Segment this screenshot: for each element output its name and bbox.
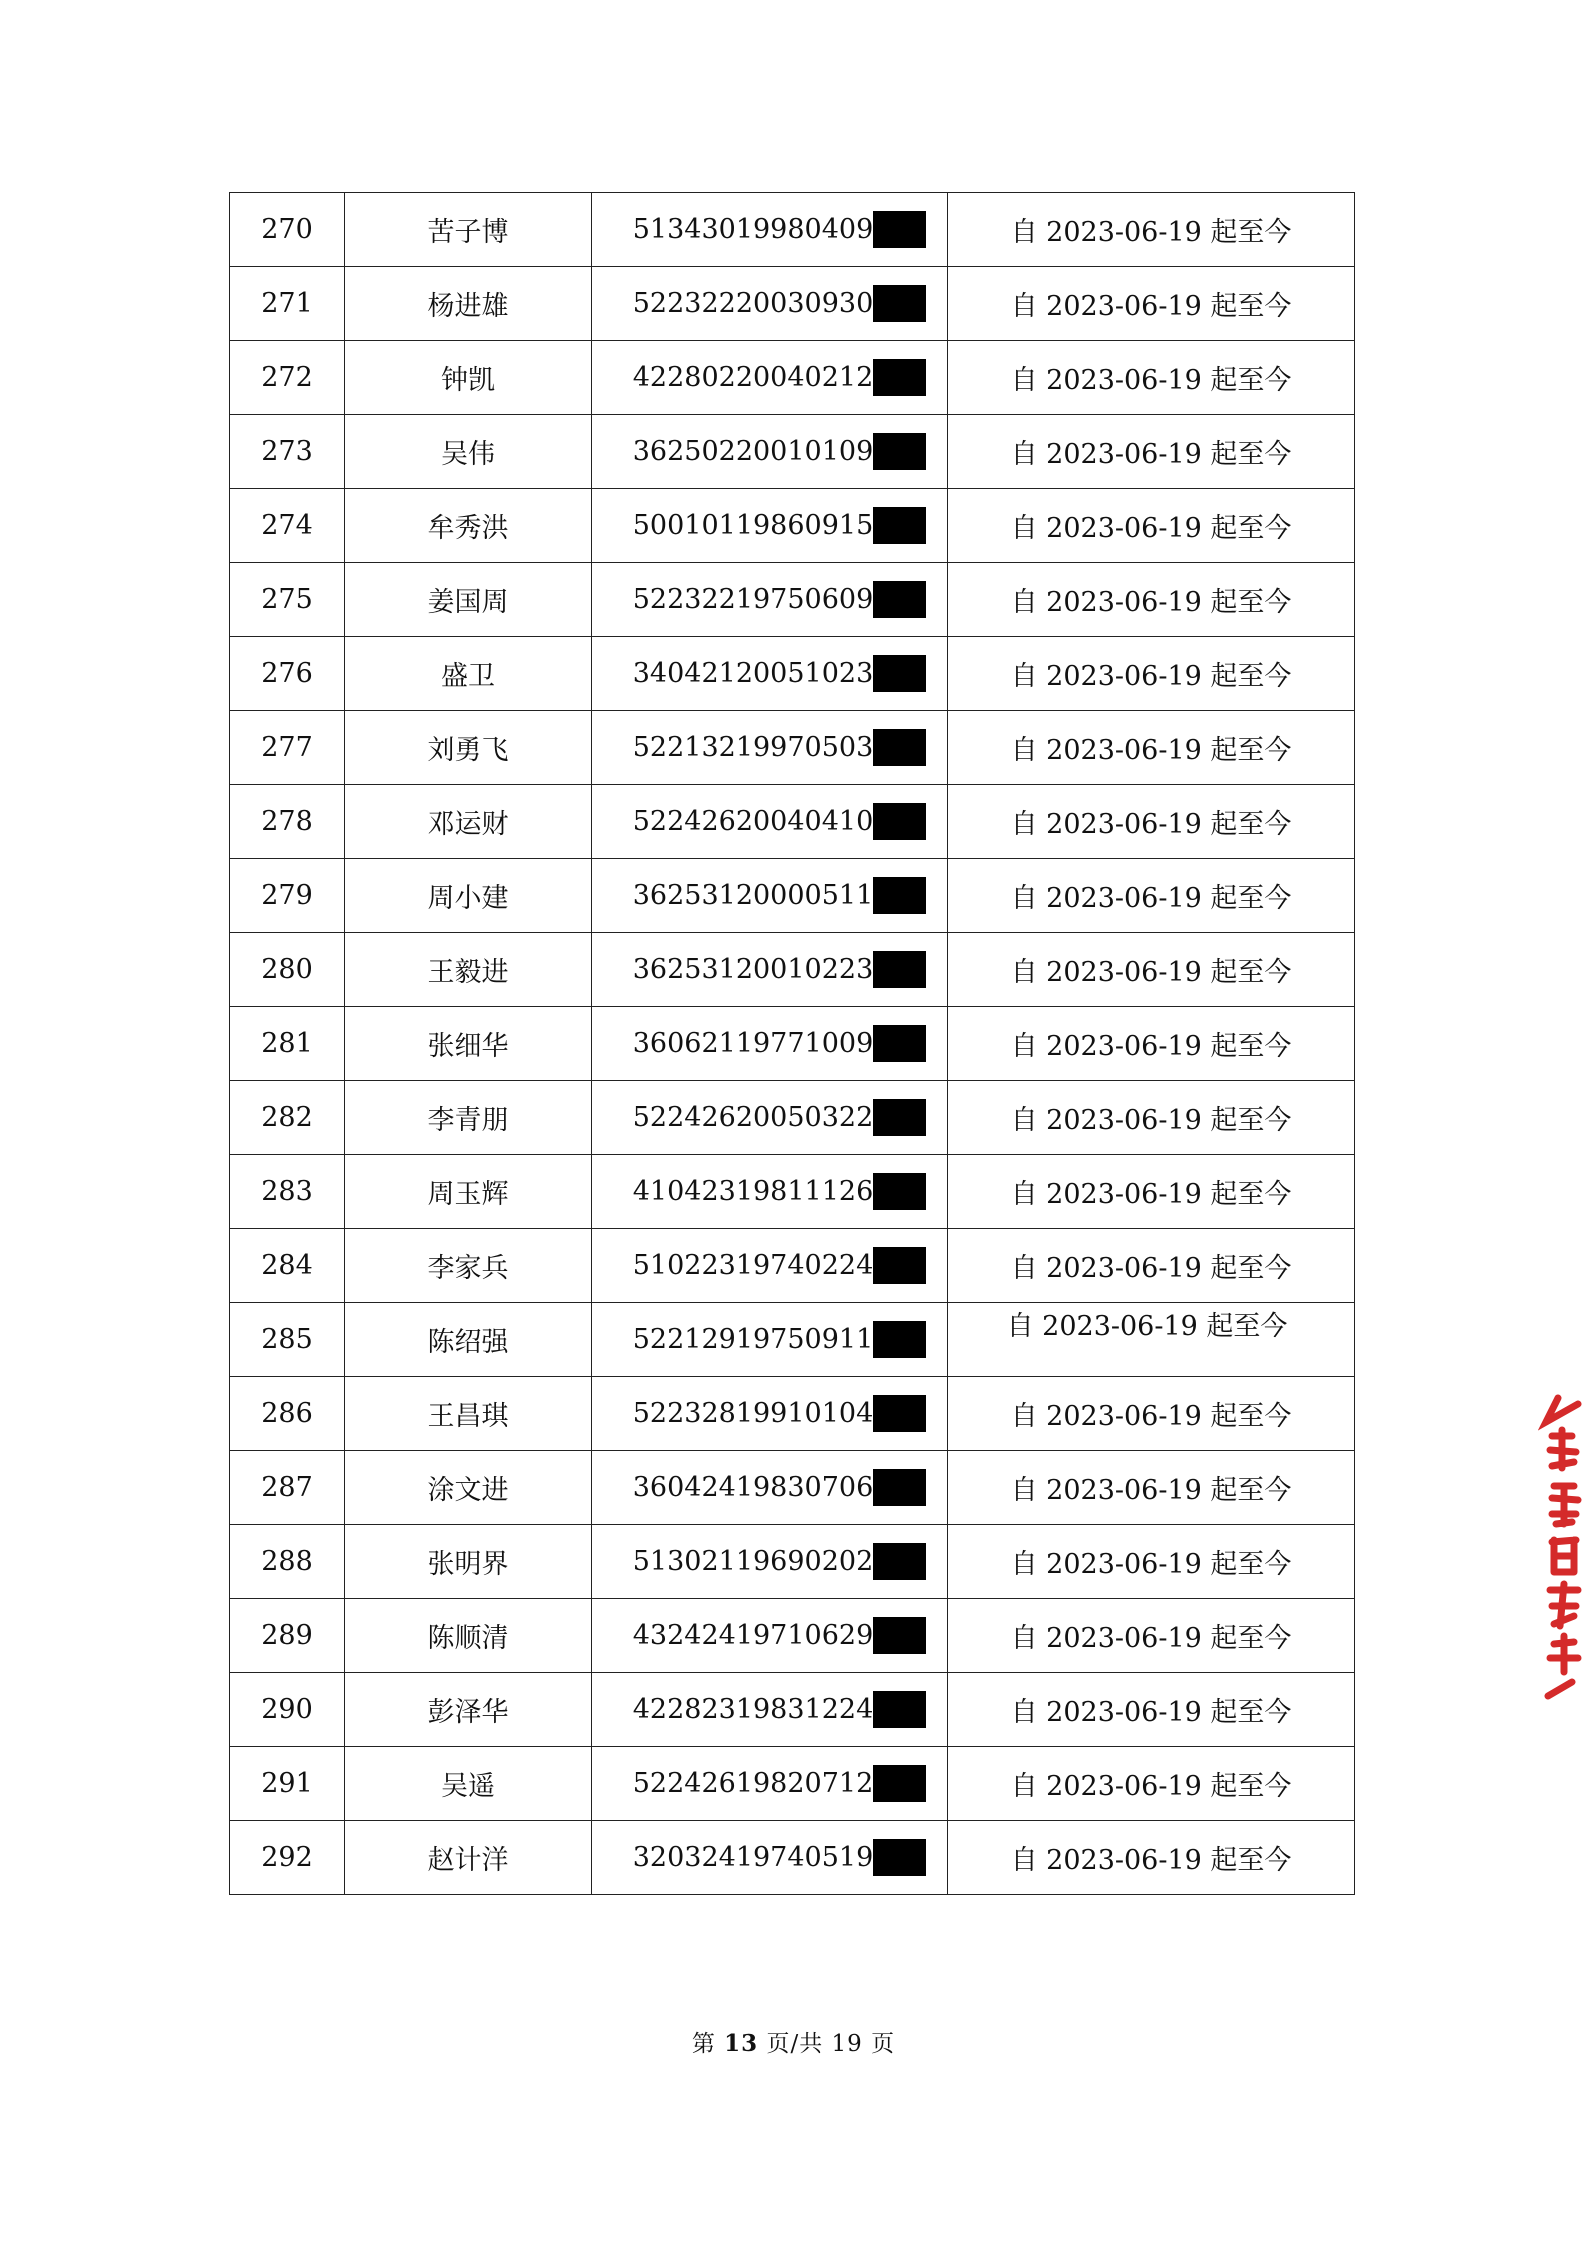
id-number-wrap	[633, 1321, 927, 1358]
serial-number-cell: 283	[230, 1155, 345, 1229]
period-text: 自 2023-06-19 起至今	[1010, 1401, 1292, 1432]
name-cell: 牟秀洪	[345, 489, 592, 563]
id-number-text: 51302119690202	[632, 1546, 874, 1577]
id-number-cell	[592, 415, 948, 489]
id-number-text: 52242620040410	[632, 806, 874, 837]
name-cell: 吴遥	[345, 1747, 592, 1821]
table-row	[230, 933, 1355, 1007]
serial-number-cell: 288	[230, 1525, 345, 1599]
id-number-cell	[592, 341, 948, 415]
name-cell: 彭泽华	[345, 1673, 592, 1747]
name-cell: 李青朋	[345, 1081, 592, 1155]
redaction-block	[873, 1765, 926, 1802]
period-cell	[948, 1155, 1355, 1229]
id-number-text: 42282319831224	[632, 1694, 874, 1725]
serial-number-cell: 275	[230, 563, 345, 637]
id-number-text: 52232219750609	[632, 584, 874, 615]
table-row	[230, 1081, 1355, 1155]
period-cell	[948, 785, 1355, 859]
table-row	[230, 563, 1355, 637]
id-number-text: 34042120051023	[632, 658, 874, 689]
period-text: 自 2023-06-19 起至今	[1010, 587, 1292, 618]
table-row	[230, 711, 1355, 785]
serial-number-cell: 271	[230, 267, 345, 341]
serial-number-cell: 270	[230, 193, 345, 267]
redaction-block	[873, 1099, 926, 1136]
redaction-block	[873, 877, 926, 914]
id-number-text: 52232819910104	[632, 1398, 874, 1429]
period-text: 自 2023-06-19 起至今	[1010, 365, 1292, 396]
name-cell: 涂文进	[345, 1451, 592, 1525]
period-cell	[948, 1525, 1355, 1599]
id-number-text: 43242419710629	[632, 1620, 874, 1651]
redaction-block	[873, 1173, 926, 1210]
period-text: 自 2023-06-19 起至今	[1010, 1697, 1292, 1728]
id-number-wrap	[633, 359, 927, 396]
period-cell	[948, 489, 1355, 563]
period-text: 自 2023-06-19 起至今	[1010, 1179, 1292, 1210]
redaction-block	[873, 803, 926, 840]
period-text: 自 2023-06-19 起至今	[1010, 957, 1292, 988]
period-text: 自 2023-06-19 起至今	[1010, 1105, 1292, 1136]
id-number-wrap	[633, 729, 927, 766]
name-cell: 杨进雄	[345, 267, 592, 341]
table-row	[230, 859, 1355, 933]
table-row	[230, 1303, 1355, 1377]
redaction-block	[873, 1469, 926, 1506]
period-cell	[948, 933, 1355, 1007]
name-cell: 姜国周	[345, 563, 592, 637]
id-number-text: 52213219970503	[632, 732, 874, 763]
table-row	[230, 1155, 1355, 1229]
table-row	[230, 1821, 1355, 1895]
serial-number-cell: 284	[230, 1229, 345, 1303]
id-number-text: 36253120000511	[632, 880, 874, 911]
redaction-block	[873, 1543, 926, 1580]
serial-number-cell: 280	[230, 933, 345, 1007]
id-number-wrap	[633, 1543, 927, 1580]
name-cell: 王昌琪	[345, 1377, 592, 1451]
period-cell	[948, 859, 1355, 933]
serial-number-cell: 279	[230, 859, 345, 933]
period-text: 自 2023-06-19 起至今	[1010, 1549, 1292, 1580]
table-row	[230, 1525, 1355, 1599]
redaction-block	[873, 1025, 926, 1062]
table-row	[230, 1673, 1355, 1747]
serial-number-cell: 286	[230, 1377, 345, 1451]
id-number-text: 36253120010223	[632, 954, 874, 985]
name-cell: 钟凯	[345, 341, 592, 415]
period-cell	[948, 341, 1355, 415]
redaction-block	[873, 1691, 926, 1728]
id-number-wrap	[633, 1469, 927, 1506]
id-number-wrap	[633, 803, 927, 840]
period-cell	[948, 415, 1355, 489]
id-number-wrap	[633, 211, 927, 248]
period-cell	[948, 637, 1355, 711]
redaction-block	[873, 285, 926, 322]
serial-number-cell: 277	[230, 711, 345, 785]
id-number-wrap	[633, 655, 927, 692]
id-number-text: 42280220040212	[632, 362, 874, 393]
serial-number-cell: 276	[230, 637, 345, 711]
serial-number-cell: 282	[230, 1081, 345, 1155]
id-number-cell	[592, 563, 948, 637]
table-row	[230, 1007, 1355, 1081]
footer-total-pages: 19	[831, 2031, 863, 2057]
period-cell	[948, 1303, 1355, 1377]
name-cell: 陈绍强	[345, 1303, 592, 1377]
id-number-cell	[592, 785, 948, 859]
period-cell	[948, 1229, 1355, 1303]
redaction-block	[873, 359, 926, 396]
serial-number-cell: 287	[230, 1451, 345, 1525]
table-row	[230, 193, 1355, 267]
id-number-wrap	[633, 1395, 927, 1432]
period-text: 自 2023-06-19 起至今	[1010, 513, 1292, 544]
id-number-text: 52232220030930	[632, 288, 874, 319]
redaction-block	[873, 581, 926, 618]
id-number-cell	[592, 1673, 948, 1747]
redaction-block	[873, 211, 926, 248]
roster-table	[229, 192, 1355, 1895]
id-number-cell	[592, 1525, 948, 1599]
id-number-wrap	[633, 1247, 927, 1284]
serial-number-cell: 278	[230, 785, 345, 859]
name-cell: 刘勇飞	[345, 711, 592, 785]
id-number-text: 52242620050322	[632, 1102, 874, 1133]
period-text: 自 2023-06-19 起至今	[1010, 291, 1292, 322]
serial-number-cell: 291	[230, 1747, 345, 1821]
id-number-wrap	[633, 581, 927, 618]
id-number-cell	[592, 267, 948, 341]
id-number-wrap	[633, 507, 927, 544]
id-number-text: 51343019980409	[632, 214, 874, 245]
table-row	[230, 1229, 1355, 1303]
period-text: 自 2023-06-19 起至今	[1010, 883, 1292, 914]
table-row	[230, 489, 1355, 563]
official-seal-stamp	[1538, 1390, 1587, 1700]
footer-current-page: 13	[724, 2030, 759, 2057]
id-number-cell	[592, 637, 948, 711]
id-number-cell	[592, 1451, 948, 1525]
id-number-cell	[592, 933, 948, 1007]
redaction-block	[873, 1395, 926, 1432]
id-number-cell	[592, 1229, 948, 1303]
name-cell: 邓运财	[345, 785, 592, 859]
id-number-cell	[592, 1747, 948, 1821]
period-text: 自 2023-06-19 起至今	[1010, 661, 1292, 692]
id-number-cell	[592, 1599, 948, 1673]
serial-number-cell: 285	[230, 1303, 345, 1377]
period-cell	[948, 1451, 1355, 1525]
table-row	[230, 637, 1355, 711]
redaction-block	[873, 1321, 926, 1358]
id-number-text: 52212919750911	[632, 1324, 874, 1355]
redaction-block	[873, 507, 926, 544]
period-text: 自 2023-06-19 起至今	[1010, 809, 1292, 840]
redaction-block	[873, 1617, 926, 1654]
id-number-cell	[592, 1821, 948, 1895]
name-cell: 苦子博	[345, 193, 592, 267]
page-footer	[0, 2025, 1587, 2058]
period-text: 自 2023-06-19 起至今	[1010, 439, 1292, 470]
period-cell	[948, 193, 1355, 267]
period-cell	[948, 1007, 1355, 1081]
id-number-wrap	[633, 877, 927, 914]
id-number-text: 51022319740224	[632, 1250, 874, 1281]
period-text: 自 2023-06-19 起至今	[1010, 1845, 1292, 1876]
id-number-text: 50010119860915	[632, 510, 874, 541]
id-number-wrap	[633, 1025, 927, 1062]
serial-number-cell: 281	[230, 1007, 345, 1081]
period-cell	[948, 711, 1355, 785]
serial-number-cell: 274	[230, 489, 345, 563]
id-number-wrap	[633, 433, 927, 470]
name-cell: 李家兵	[345, 1229, 592, 1303]
period-text: 自 2023-06-19 起至今	[1010, 1475, 1292, 1506]
footer-prefix: 第	[691, 2031, 716, 2057]
id-number-wrap	[633, 1691, 927, 1728]
id-number-wrap	[633, 1099, 927, 1136]
id-number-cell	[592, 1377, 948, 1451]
seal-fragment-graphic	[1538, 1390, 1587, 1700]
period-cell	[948, 1377, 1355, 1451]
name-cell: 陈顺清	[345, 1599, 592, 1673]
redaction-block	[873, 1839, 926, 1876]
redaction-block	[873, 655, 926, 692]
period-text: 自 2023-06-19 起至今	[1010, 1771, 1292, 1802]
table-row	[230, 341, 1355, 415]
name-cell: 王毅进	[345, 933, 592, 1007]
serial-number-cell: 292	[230, 1821, 345, 1895]
period-cell	[948, 1081, 1355, 1155]
serial-number-cell: 272	[230, 341, 345, 415]
period-text: 自 2023-06-19 起至今	[1010, 217, 1292, 248]
id-number-cell	[592, 1007, 948, 1081]
period-cell	[948, 1599, 1355, 1673]
period-cell	[948, 1821, 1355, 1895]
table-row	[230, 785, 1355, 859]
id-number-wrap	[633, 951, 927, 988]
table-row	[230, 415, 1355, 489]
id-number-cell	[592, 859, 948, 933]
id-number-text: 32032419740519	[632, 1842, 874, 1873]
id-number-cell	[592, 711, 948, 785]
name-cell: 张明界	[345, 1525, 592, 1599]
id-number-wrap	[633, 1839, 927, 1876]
period-cell	[948, 563, 1355, 637]
id-number-cell	[592, 489, 948, 563]
table-row	[230, 1747, 1355, 1821]
period-cell	[948, 1747, 1355, 1821]
id-number-text: 36062119771009	[632, 1028, 874, 1059]
redaction-block	[873, 951, 926, 988]
serial-number-cell: 289	[230, 1599, 345, 1673]
period-text: 自 2023-06-19 起至今	[1010, 1031, 1292, 1062]
id-number-text: 36042419830706	[632, 1472, 874, 1503]
footer-suffix: 页	[871, 2031, 896, 2057]
period-cell	[948, 1673, 1355, 1747]
id-number-wrap	[633, 1617, 927, 1654]
name-cell: 盛卫	[345, 637, 592, 711]
table-row	[230, 1451, 1355, 1525]
table-row	[230, 1599, 1355, 1673]
name-cell: 周玉辉	[345, 1155, 592, 1229]
redaction-block	[873, 729, 926, 766]
id-number-cell	[592, 193, 948, 267]
serial-number-cell: 290	[230, 1673, 345, 1747]
id-number-text: 52242619820712	[632, 1768, 874, 1799]
redaction-block	[873, 1247, 926, 1284]
id-number-cell	[592, 1303, 948, 1377]
id-number-wrap	[633, 285, 927, 322]
redaction-block	[873, 433, 926, 470]
period-cell	[948, 267, 1355, 341]
table-row	[230, 267, 1355, 341]
footer-middle: 页/共	[766, 2031, 824, 2057]
name-cell: 周小建	[345, 859, 592, 933]
id-number-cell	[592, 1155, 948, 1229]
table-row	[230, 1377, 1355, 1451]
id-number-text: 41042319811126	[632, 1176, 874, 1207]
name-cell: 张细华	[345, 1007, 592, 1081]
id-number-text: 36250220010109	[632, 436, 874, 467]
period-text: 自 2023-06-19 起至今	[1010, 735, 1292, 766]
name-cell: 赵计洋	[345, 1821, 592, 1895]
roster-table-body	[230, 193, 1355, 1895]
serial-number-cell: 273	[230, 415, 345, 489]
period-text: 自 2023-06-19 起至今	[1006, 1311, 1288, 1342]
id-number-wrap	[633, 1765, 927, 1802]
name-cell: 吴伟	[345, 415, 592, 489]
id-number-cell	[592, 1081, 948, 1155]
period-text: 自 2023-06-19 起至今	[1010, 1623, 1292, 1654]
id-number-wrap	[633, 1173, 927, 1210]
period-text: 自 2023-06-19 起至今	[1010, 1253, 1292, 1284]
